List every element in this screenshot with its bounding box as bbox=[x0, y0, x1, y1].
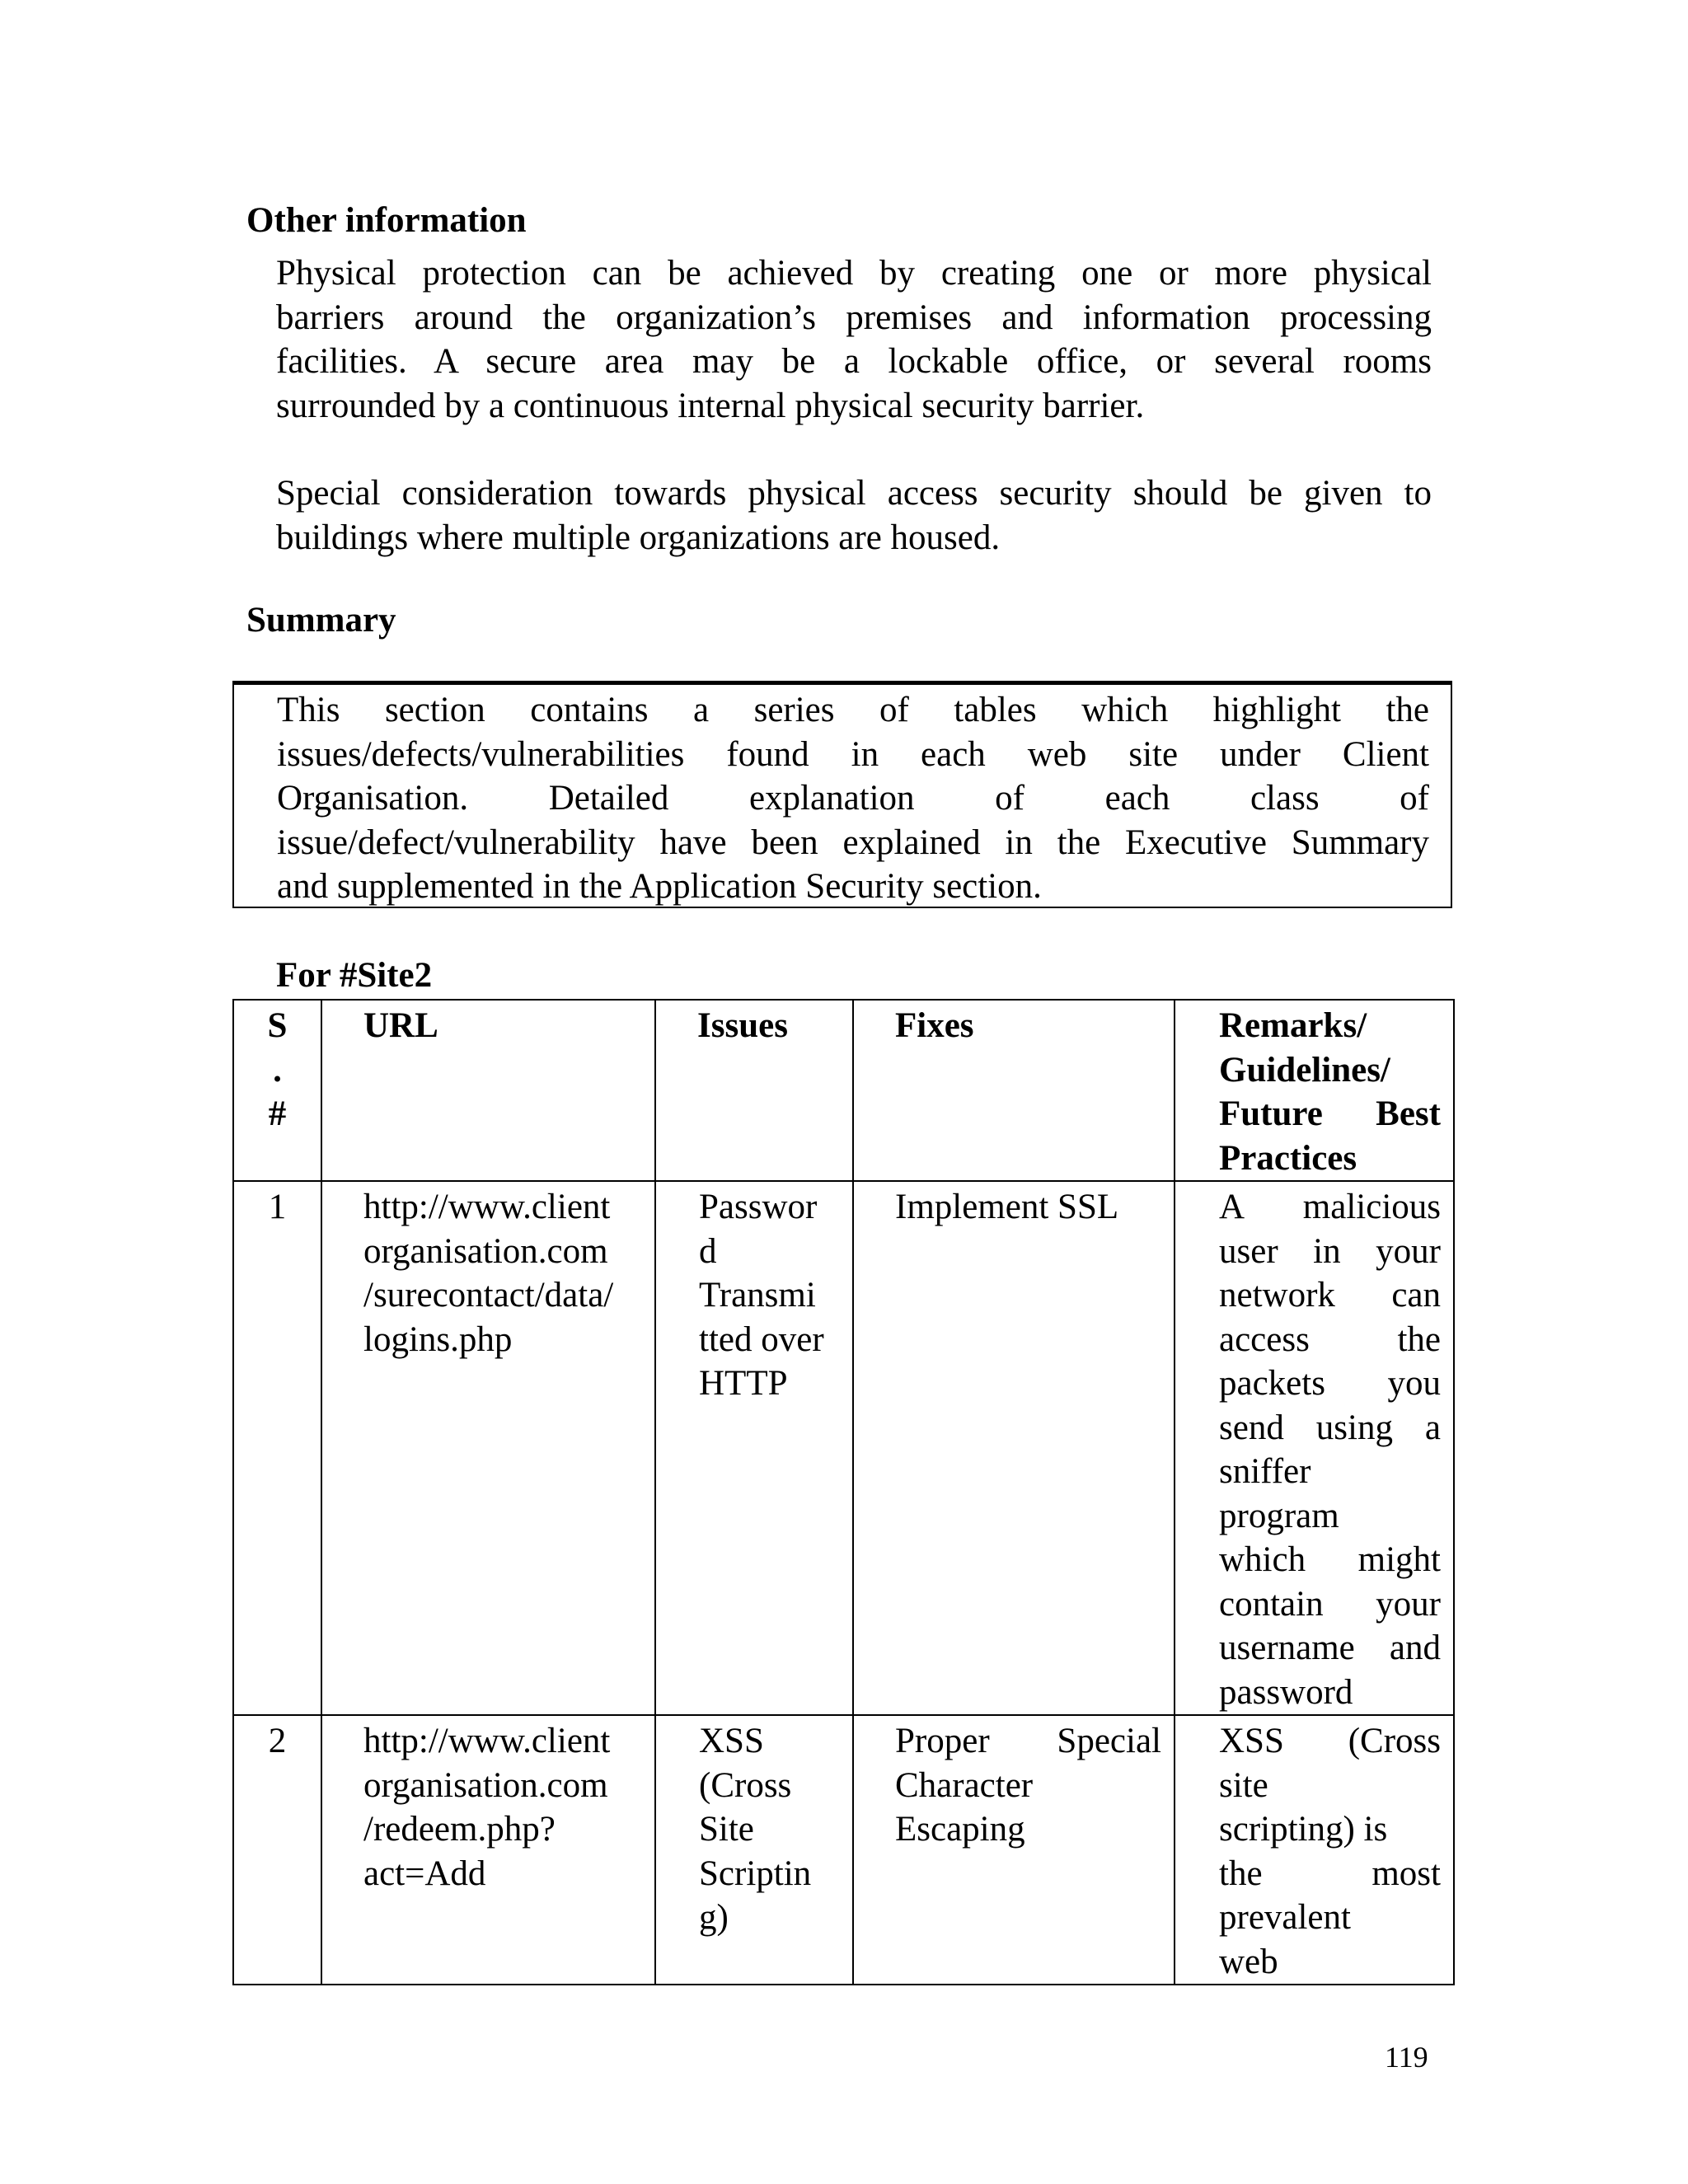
text-line: This section contains a series of tables which highlight the bbox=[277, 691, 1429, 729]
header-remarks-line: Guidelines/ bbox=[1219, 1050, 1390, 1090]
row-url: http://www.client organisation.com /redeem.php? act=Add bbox=[321, 1715, 655, 1985]
other-info-paragraph-1 bbox=[276, 251, 1432, 428]
row-remarks: XSS (Cross site scripting) is the most prevalent web bbox=[1175, 1715, 1454, 1985]
header-remarks-line: Remarks/ bbox=[1219, 1006, 1367, 1045]
header-url: URL bbox=[321, 1000, 655, 1181]
text-line: Organisation. Detailed explanation of each class of bbox=[277, 779, 1429, 818]
header-fixes: Fixes bbox=[853, 1000, 1175, 1181]
row-issue: XSS (Cross Site Scriptin g) bbox=[655, 1715, 853, 1985]
row-fix: Implement SSL bbox=[853, 1181, 1175, 1715]
text-line: facilities. A secure area may be a lockable office, or several rooms bbox=[276, 342, 1432, 381]
row-url: http://www.client organisation.com /surecontact/data/ logins.php bbox=[321, 1181, 655, 1715]
other-info-paragraph-2 bbox=[276, 471, 1432, 560]
table-row bbox=[233, 1715, 1454, 1985]
table-row bbox=[233, 1181, 1454, 1715]
table-header-row bbox=[233, 1000, 1454, 1181]
header-sn-line: S bbox=[267, 1006, 288, 1045]
text-line: Special consideration towards physical access security should be given to bbox=[276, 474, 1432, 513]
text-line: issues/defects/vulnerabilities found in each web site under Client bbox=[277, 734, 1429, 774]
text-line: and supplemented in the Application Security section. bbox=[277, 867, 1042, 906]
row-fix: Proper Special Character Escaping bbox=[853, 1715, 1175, 1985]
summary-heading: Summary bbox=[246, 601, 396, 640]
text-line: Physical protection can be achieved by creating one or more physical bbox=[276, 254, 1432, 293]
header-sn bbox=[233, 1000, 321, 1181]
page-number: 119 bbox=[1385, 2041, 1428, 2074]
text-line: issue/defect/vulnerability have been explained in the Executive Summary bbox=[277, 823, 1429, 862]
row-issue: Passwor d Transmi tted over HTTP bbox=[655, 1181, 853, 1715]
text-line: barriers around the organization’s premises and information processing bbox=[276, 298, 1432, 337]
header-remarks-line: Future Best bbox=[1219, 1094, 1441, 1133]
site-heading: For #Site2 bbox=[276, 956, 433, 995]
text-line: buildings where multiple organizations are housed. bbox=[276, 518, 1001, 557]
row-sn: 2 bbox=[233, 1715, 321, 1985]
header-issues: Issues bbox=[655, 1000, 853, 1181]
header-sn-line: . bbox=[273, 1050, 282, 1090]
header-sn-line: # bbox=[268, 1094, 287, 1133]
other-info-heading: Other information bbox=[246, 201, 527, 240]
summary-text bbox=[277, 688, 1429, 909]
row-sn: 1 bbox=[233, 1181, 321, 1715]
header-remarks bbox=[1175, 1000, 1454, 1181]
issues-table bbox=[232, 999, 1455, 1985]
header-remarks-line: Practices bbox=[1219, 1138, 1357, 1178]
text-line: surrounded by a continuous internal physical security barrier. bbox=[276, 386, 1145, 425]
row-remarks: A malicious user in your network can access the packets you send using a sniffer program which might contain your username and password bbox=[1175, 1181, 1454, 1715]
summary-box bbox=[232, 681, 1452, 908]
